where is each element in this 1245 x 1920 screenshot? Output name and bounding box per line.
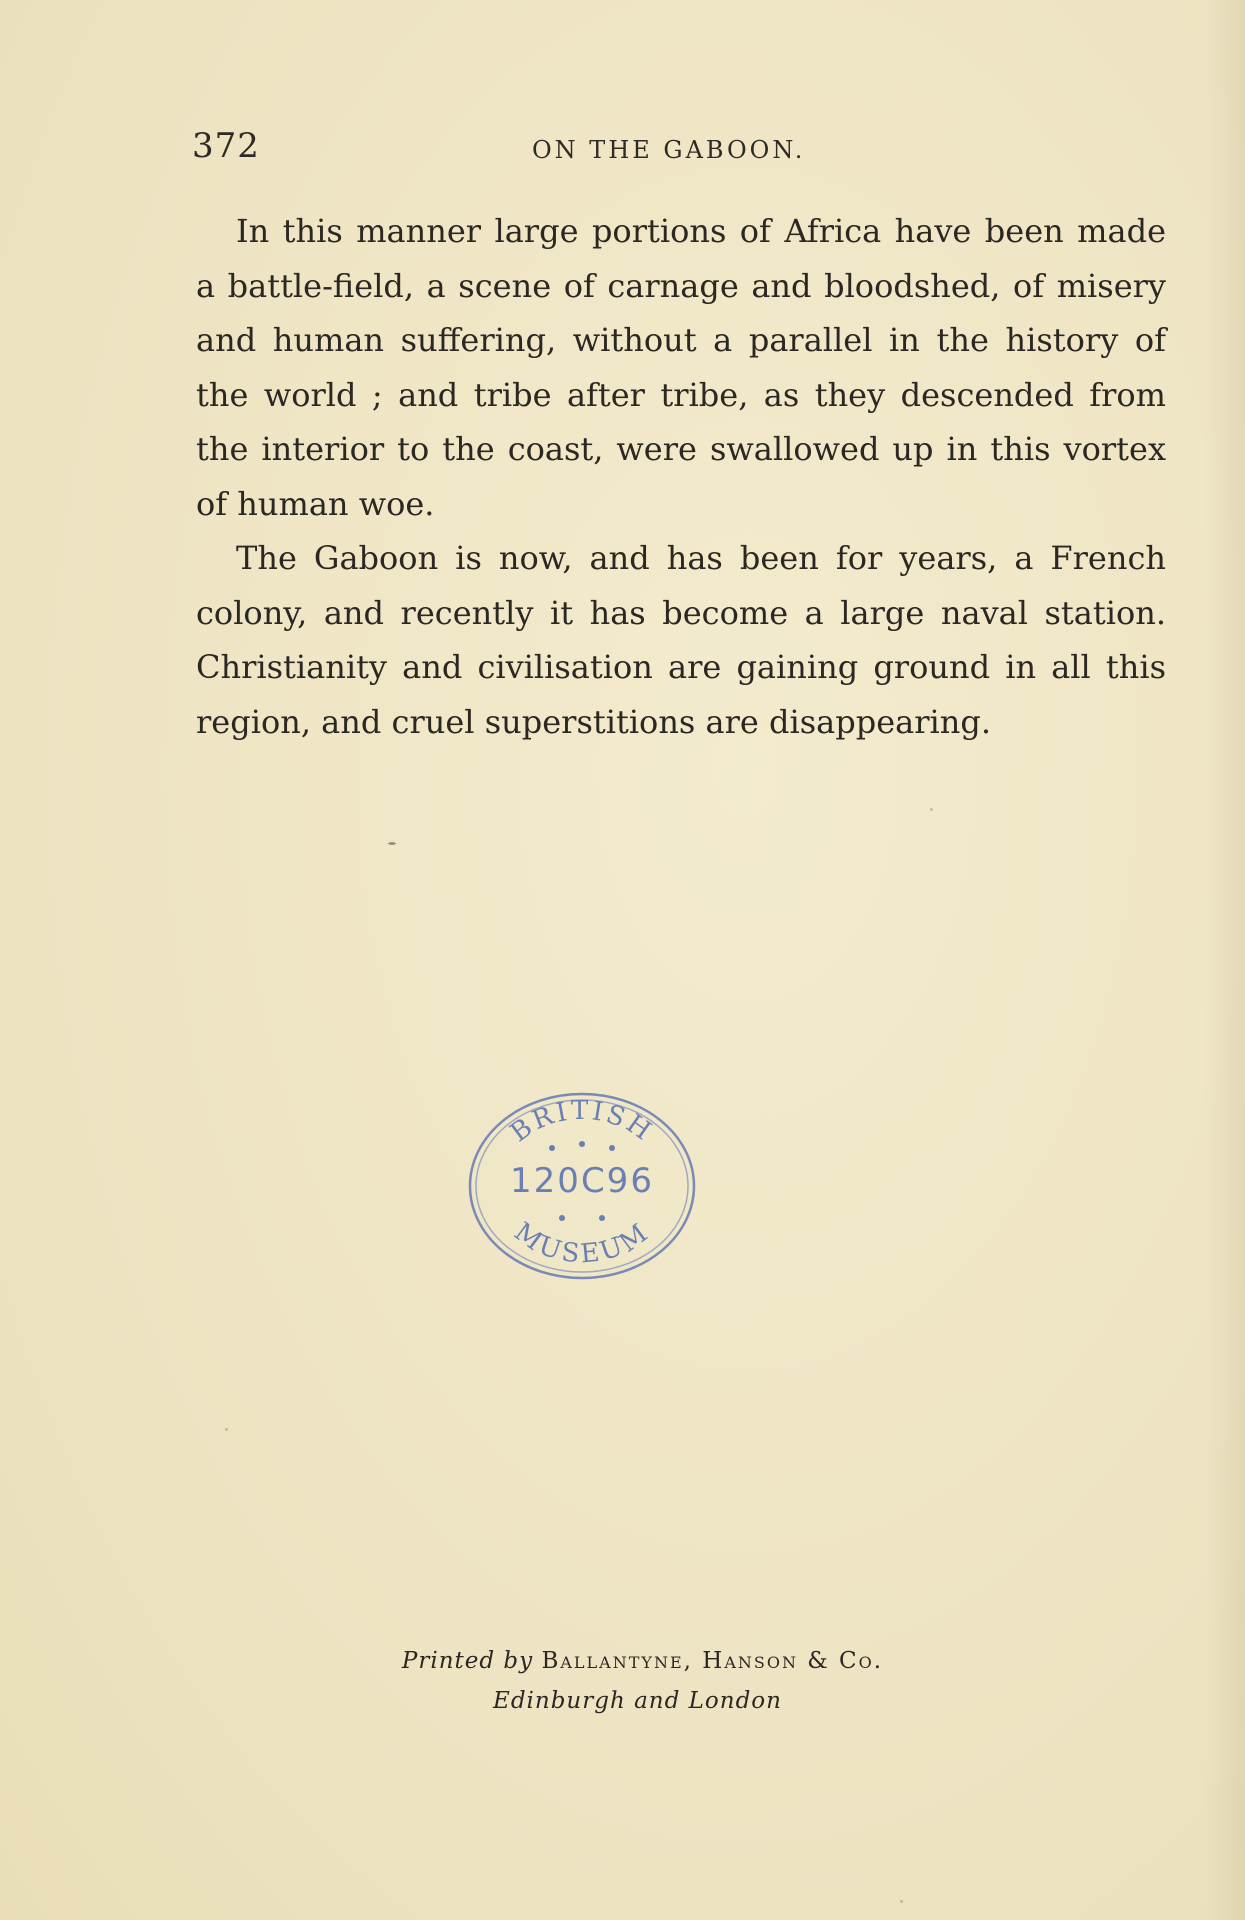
page-header	[192, 126, 1152, 170]
page-edge-shadow	[1205, 0, 1245, 1920]
page-number: 372	[192, 126, 260, 166]
imprint-printer-line	[0, 1648, 1245, 1674]
imprint-printer-name: Ballantyne, Hanson & Co.	[541, 1648, 884, 1674]
paper-speck	[225, 1428, 228, 1431]
stamp-number: 120C96	[510, 1161, 654, 1201]
imprint-printed-by: Printed by	[401, 1648, 534, 1674]
imprint-location: Edinburgh and London	[493, 1688, 782, 1714]
paragraph: In this manner large portions of Africa have been made a battle-field, a scene of carnage and bloodshed, of misery and human suffering, without a parallel in the history of the world ; and tribe after tribe, as they descended from the interior to the coast, were swallowed up in this vortex of human woe.	[196, 212, 1166, 523]
paper-speck	[930, 808, 933, 811]
running-head: ON THE GABOON.	[532, 136, 806, 164]
paper-speck	[900, 1900, 903, 1903]
paper-speck	[388, 842, 396, 845]
paragraph: The Gaboon is now, and has been for years, a French colony, and recently it has become a large naval station. Christianity and civilisation are gaining ground in all this region, and cruel superstitions are disappearing.	[196, 539, 1166, 741]
library-stamp	[462, 1082, 702, 1282]
printer-imprint	[0, 1648, 1245, 1714]
body-text	[196, 204, 1166, 749]
stamp-top-text: BRITISH	[504, 1095, 659, 1149]
stamp-bottom-text: MUSEUM	[508, 1216, 656, 1270]
